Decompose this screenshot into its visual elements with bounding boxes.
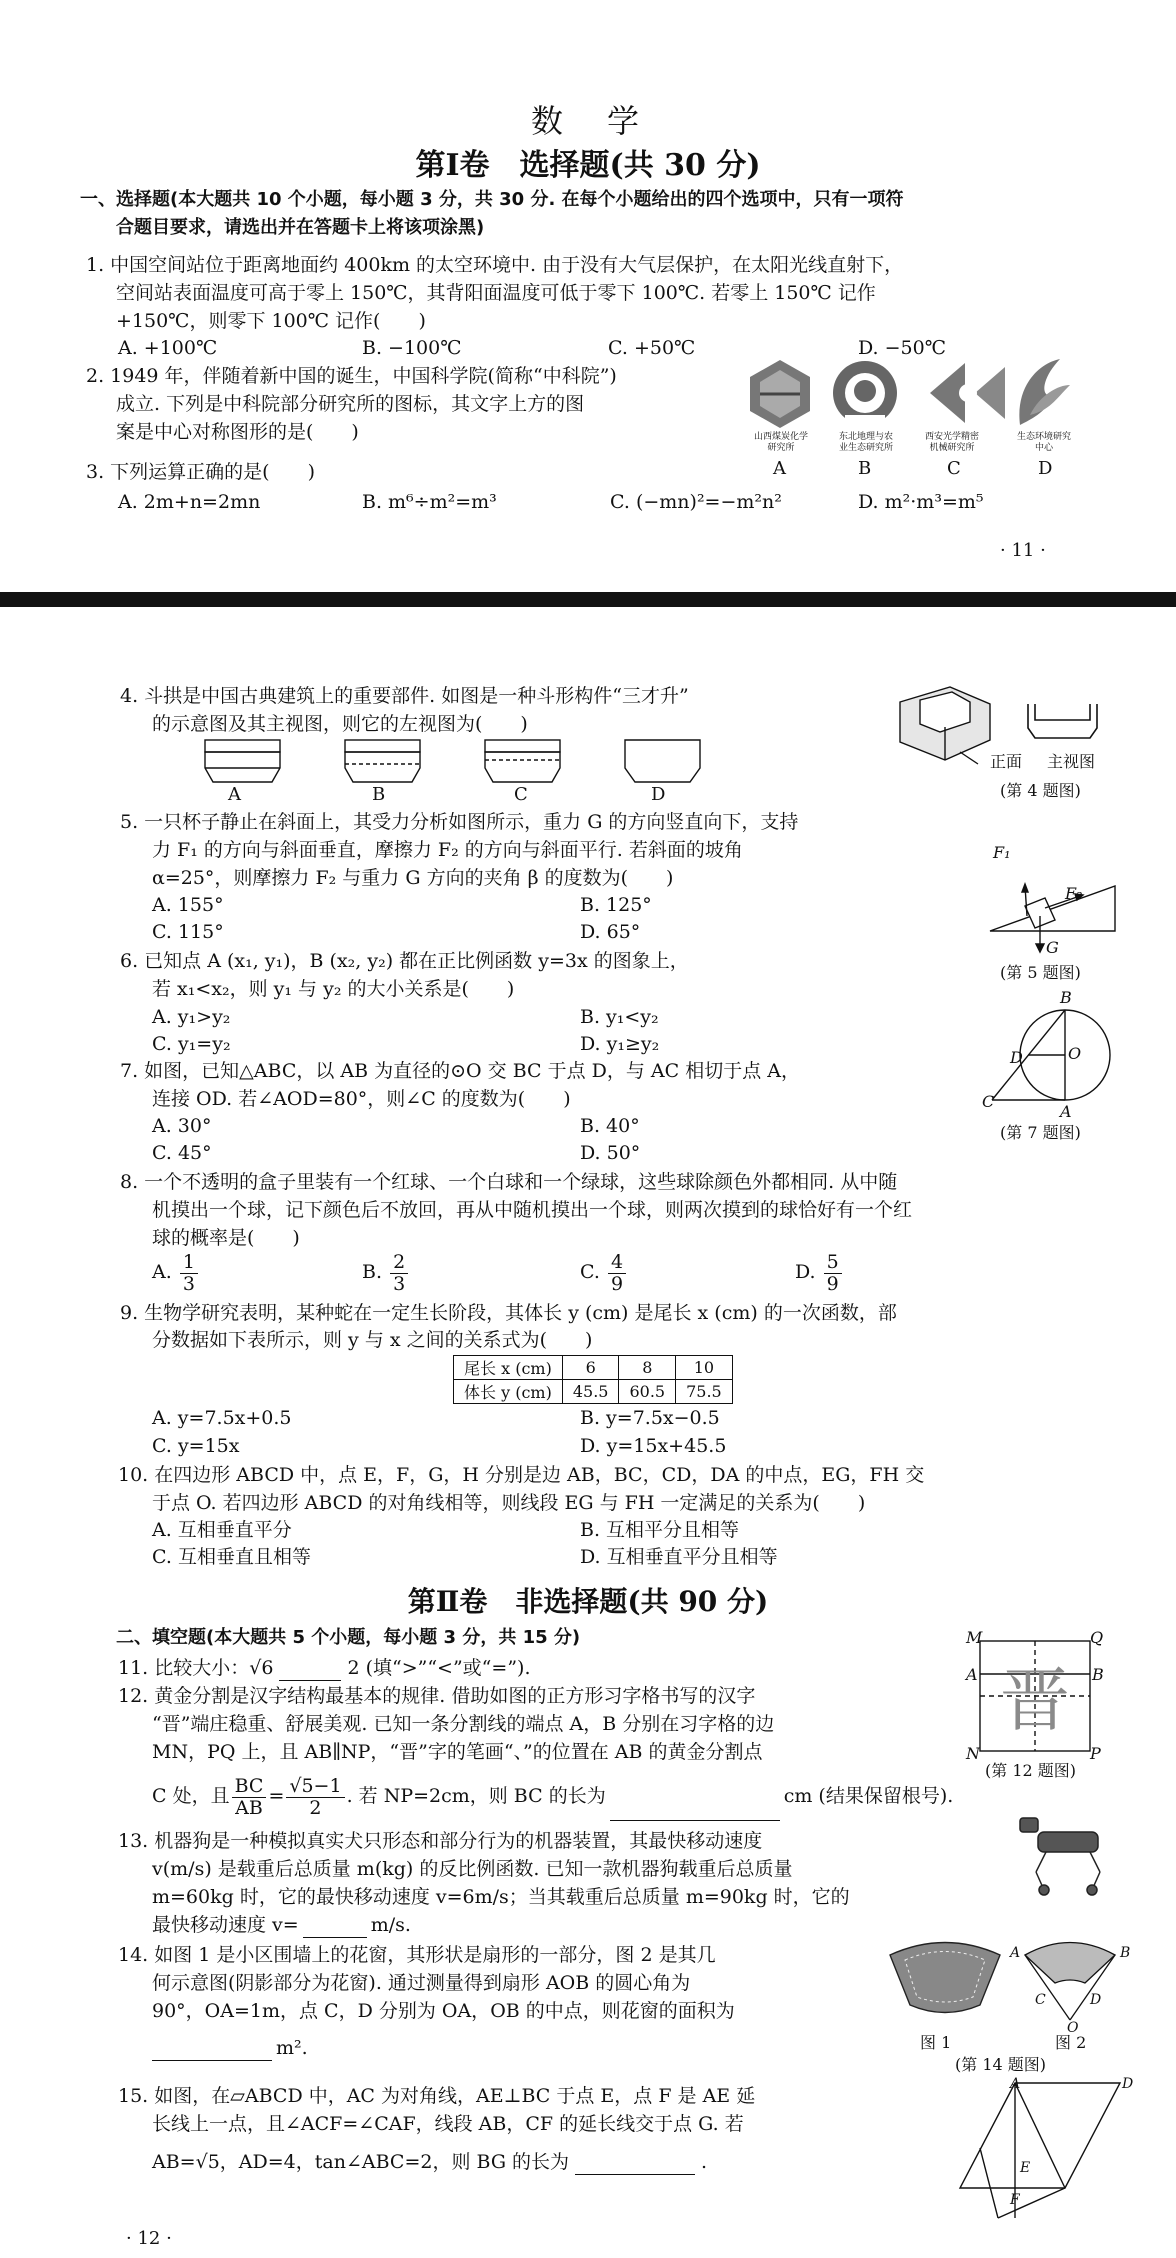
q5-option-d: D. 65° [580,921,641,943]
q15-line2: 长线上一点，且∠ACF=∠CAF，线段 AB，CF 的延长线交于点 G. 若 [152,2113,744,2135]
q4-option-figures [200,738,720,788]
q15-point-f: F [1010,2192,1020,2208]
q9-option-a: A. y=7.5x+0.5 [152,1407,292,1429]
q9-option-c: C. y=15x [152,1435,240,1457]
q2-logo-set [740,355,1060,435]
q14-fig1-window [890,1943,1000,2013]
table-row: 体长 y (cm) 45.5 60.5 75.5 [454,1380,733,1404]
logo-b-label: B [858,458,872,479]
q4-shape-b [345,740,420,782]
q5-caption: (第 5 题图) [1000,963,1081,982]
q14-point-o: O [1067,2020,1079,2036]
q10-option-b: B. 互相平分且相等 [580,1519,740,1541]
q9-option-b: B. y=7.5x−0.5 [580,1407,720,1429]
q8-line2: 机摸出一个球，记下颜色后不放回，再从中随机摸出一个球，则两次摸到的球恰好有一个红 [152,1199,913,1221]
logo-a-label: A [773,458,786,479]
q3-line1: 3. 下列运算正确的是( ) [86,461,315,483]
q3-option-b: B. m⁶÷m²=m³ [362,491,497,513]
q5-f1-label: F₁ [993,843,1011,862]
q11-line: 11. 比较大小：√6 2 (填“>”“<”或“=”). [118,1657,531,1679]
subject-title: 数 学 [530,102,645,140]
logo-a-hexagon-icon [750,360,810,428]
table-row: 尾长 x (cm) 6 8 10 [454,1356,733,1380]
q12-point-n: N [966,1744,980,1763]
q14-point-a: A [1010,1945,1021,1961]
q5-option-b: B. 125° [580,894,652,916]
page-number-12: · 12 · [126,2228,172,2249]
q12-point-m: M [966,1628,983,1647]
q2-line1: 2. 1949 年，伴随着新中国的诞生，中国科学院(简称“中科院”) [86,365,617,387]
q1-option-b: B. −100℃ [362,337,462,359]
q14-point-d: D [1090,1992,1102,2008]
q13-line2: v(m/s) 是载重后总质量 m(kg) 的反比例函数. 已知一款机器狗载重后总质量 [152,1858,793,1880]
q8-option-c: C. $\frac{4}{9}$ [580,1248,628,1296]
q12-point-p: P [1090,1744,1101,1763]
q7-option-a: A. 30° [152,1115,212,1137]
q4-shape-a [205,740,280,782]
q9-line2: 分数据如下表所示，则 y 与 x 之间的关系式为( ) [152,1329,593,1351]
q1-option-c: C. +50℃ [608,337,696,359]
q15-line1: 15. 如图，在▱ABCD 中，AC 为对角线，AE⊥BC 于点 E，点 F 是 AE 延 [118,2085,756,2107]
logo-c-text: 西安光学精密机械研究所 [924,432,979,453]
q4-main-view-label: 主视图 [1047,752,1096,771]
page-number-11: · 11 · [1000,540,1046,561]
q5-g-label: G [1046,938,1059,957]
table-header-tail: 尾长 x (cm) [454,1356,563,1380]
q14-figures [885,1935,1125,2025]
q12-line1: 12. 黄金分割是汉字结构最基本的规律. 借助如图的正方形习字格书写的汉字 [118,1685,756,1707]
q5-option-c: C. 115° [152,921,224,943]
q12-point-b: B [1092,1665,1104,1684]
q7-point-a: A [1060,1102,1072,1121]
q2-line2: 成立. 下列是中科院部分研究所的图标，其文字上方的图 [116,393,585,415]
q4-line1: 4. 斗拱是中国古典建筑上的重要部件. 如图是一种斗形构件“三才升” [120,685,689,707]
q5-line1: 5. 一只杯子静止在斜面上，其受力分析如图所示，重力 G 的方向竖直向下，支持 [120,811,799,833]
q6-option-c: C. y₁=y₂ [152,1033,231,1055]
logo-b-ring-icon [833,361,897,425]
q12-line2: “晋”端庄稳重、舒展美观. 已知一条分割线的端点 A，B 分别在习字格的边 [152,1713,775,1735]
q12-line3: MN，PQ 上，且 AB∥NP，“晋”字的笔画“、”的位置在 AB 的黄金分割点 [152,1741,763,1763]
q14-line1: 14. 如图 1 是小区围墙上的花窗，其形状是扇形的一部分，图 2 是其几 [118,1944,716,1966]
q7-point-b: B [1060,988,1072,1007]
q15-figure-parallelogram [960,2078,1130,2228]
q4-line2: 的示意图及其主视图，则它的左视图为( ) [152,713,528,735]
q12-line4: C 处，且 $\frac{BC}{AB}$ = $\frac{√5-1}{2}$ . 若 NP=2cm，则 BC 的长为 cm (结果保留根号). [152,1772,953,1821]
q14-point-c: C [1035,1992,1046,2008]
logo-c-label: C [947,458,961,479]
q1-line2: 空间站表面温度可高于零上 150℃，其背阳面温度可低于零下 100℃. 若零上 150℃ 记作 [116,282,876,304]
q8-option-d: D. $\frac{5}{9}$ [795,1248,844,1296]
logo-d-label: D [1038,458,1053,479]
q14-line2: 何示意图(阴影部分为花窗). 通过测量得到扇形 AOB 的圆心角为 [152,1972,691,1994]
q4-shape-d [625,740,700,782]
q14-fig1-label: 图 1 [920,2033,952,2052]
q2-line3: 案是中心对称图形的是( ) [116,421,359,443]
part2-heading: 第Ⅱ卷 非选择题(共 90 分) [407,1585,769,1618]
table-header-body: 体长 y (cm) [454,1380,563,1404]
q5-line2: 力 F₁ 的方向与斜面垂直，摩擦力 F₂ 的方向与斜面平行. 若斜面的坡角 [152,839,743,861]
q13-line3: m=60kg 时，它的最快移动速度 v=6m/s；当其载重后总质量 m=90kg 时，它的 [152,1886,850,1908]
q10-option-d: D. 互相垂直平分且相等 [580,1546,778,1568]
q7-line1: 7. 如图，已知△ABC，以 AB 为直径的⊙O 交 BC 于点 D，与 AC 相切于点 A， [120,1060,800,1082]
q8-option-b: B. $\frac{2}{3}$ [362,1248,410,1296]
q14-line4: m². [152,2036,308,2061]
q1-line1: 1. 中国空间站位于距离地面约 400km 的太空环境中. 由于没有大气层保护，在太阳光线直射下， [86,254,904,276]
q7-option-c: C. 45° [152,1142,212,1164]
q14-fig2-sector [1025,1943,1115,2021]
q13-line4: 最快移动速度 v= m/s. [152,1914,411,1936]
page-divider [0,592,1176,607]
q12-figure-grid [965,1636,1105,1766]
q6-option-a: A. y₁>y₂ [152,1006,231,1028]
q13-line1: 13. 机器狗是一种模拟真实犬只形态和部分行为的机器装置，其最快移动速度 [118,1830,763,1852]
q14-caption: (第 14 题图) [955,2055,1047,2074]
q12-character: 晋 [1000,1659,1070,1741]
q9-data-table [453,1355,733,1404]
q10-option-c: C. 互相垂直且相等 [152,1546,311,1568]
section1-instruction-line2: 合题目要求，请选出并在答题卡上将该项涂黑) [116,217,485,238]
q10-line1: 10. 在四边形 ABCD 中，点 E，F，G，H 分别是边 AB，BC，CD，DA 的中点，EG，FH 交 [118,1464,925,1486]
logo-c-arrows-icon [930,363,1005,423]
q7-option-b: B. 40° [580,1115,640,1137]
q15-point-a: A [1010,2076,1021,2092]
q4-label-b: B [372,784,386,805]
q9-option-d: D. y=15x+45.5 [580,1435,727,1457]
q3-option-a: A. 2m+n=2mn [118,491,261,513]
q4-front-label: 正面 [990,752,1023,771]
q15-point-e: E [1020,2160,1031,2176]
q1-option-d: D. −50℃ [858,337,946,359]
q12-caption: (第 12 题图) [985,1761,1077,1780]
q4-label-c: C [514,784,528,805]
q7-point-c: C [982,1092,995,1111]
section2-instruction: 二、填空题(本大题共 5 个小题，每小题 3 分，共 15 分) [116,1627,581,1648]
q3-option-c: C. (−mn)²=−m²n² [610,491,782,513]
q7-caption: (第 7 题图) [1000,1123,1081,1142]
logo-b-text: 东北地理与农业生态研究所 [838,432,893,453]
q7-point-o: O [1068,1044,1082,1063]
q8-line3: 球的概率是( ) [152,1227,300,1249]
q4-caption: (第 4 题图) [1000,781,1081,800]
q6-line2: 若 x₁<x₂，则 y₁ 与 y₂ 的大小关系是( ) [152,978,515,1000]
q6-option-b: B. y₁<y₂ [580,1006,659,1028]
q5-line3: α=25°，则摩擦力 F₂ 与重力 G 方向的夹角 β 的度数为( ) [152,867,674,889]
logo-a-text: 山西煤炭化学研究所 [753,432,808,453]
q10-line2: 于点 O. 若四边形 ABCD 的对角线相等，则线段 EG 与 FH 一定满足的关系为( ) [152,1492,866,1514]
q12-point-a: A [966,1665,978,1684]
q6-option-d: D. y₁≥y₂ [580,1033,660,1055]
q1-line3: +150℃，则零下 100℃ 记作( ) [116,310,426,332]
q15-line3: AB=√5，AD=4，tan∠ABC=2，则 BG 的长为 . [152,2151,708,2173]
q9-line1: 9. 生物学研究表明，某种蛇在一定生长阶段，其体长 y (cm) 是尾长 x (cm) 的一次函数，部 [120,1302,897,1324]
q4-main-view [1028,704,1097,738]
robot-dog-icon [1018,1812,1118,1897]
q14-point-b: B [1120,1945,1131,1961]
q5-option-a: A. 155° [152,894,224,916]
q7-option-d: D. 50° [580,1142,641,1164]
q5-f2-label: F₂ [1065,884,1083,903]
q8-line1: 8. 一个不透明的盒子里装有一个红球、一个白球和一个绿球，这些球除颜色外都相同. 从中随 [120,1171,898,1193]
section1-instruction-line1: 一、选择题(本大题共 10 个小题，每小题 3 分，共 30 分. 在每个小题给出的四个选项中，只有一项符 [80,189,904,210]
q7-line2: 连接 OD. 若∠AOD=80°，则∠C 的度数为( ) [152,1088,571,1110]
q1-option-a: A. +100℃ [118,337,218,359]
q8-option-a: A. $\frac{1}{3}$ [152,1248,200,1296]
q12-point-q: Q [1090,1628,1104,1647]
q6-line1: 6. 已知点 A (x₁, y₁)，B (x₂, y₂) 都在正比例函数 y=3x 的图象上， [120,950,689,972]
q14-fig2-label: 图 2 [1055,2033,1087,2052]
part1-heading: 第Ⅰ卷 选择题(共 30 分) [415,148,761,183]
q7-point-d: D [1010,1048,1023,1067]
q15-point-d: D [1122,2076,1134,2092]
q4-label-a: A [228,784,241,805]
q14-line3: 90°，OA=1m，点 C，D 分别为 OA，OB 的中点，则花窗的面积为 [152,2000,735,2022]
q10-option-a: A. 互相垂直平分 [152,1519,292,1541]
q4-label-d: D [651,784,666,805]
q7-figure-circle [980,1000,1120,1120]
q3-option-d: D. m²·m³=m⁵ [858,491,984,513]
logo-d-text: 生态环境研究中心 [1016,432,1071,453]
q4-shape-c [485,740,560,782]
logo-d-leaf-icon [1019,359,1070,425]
